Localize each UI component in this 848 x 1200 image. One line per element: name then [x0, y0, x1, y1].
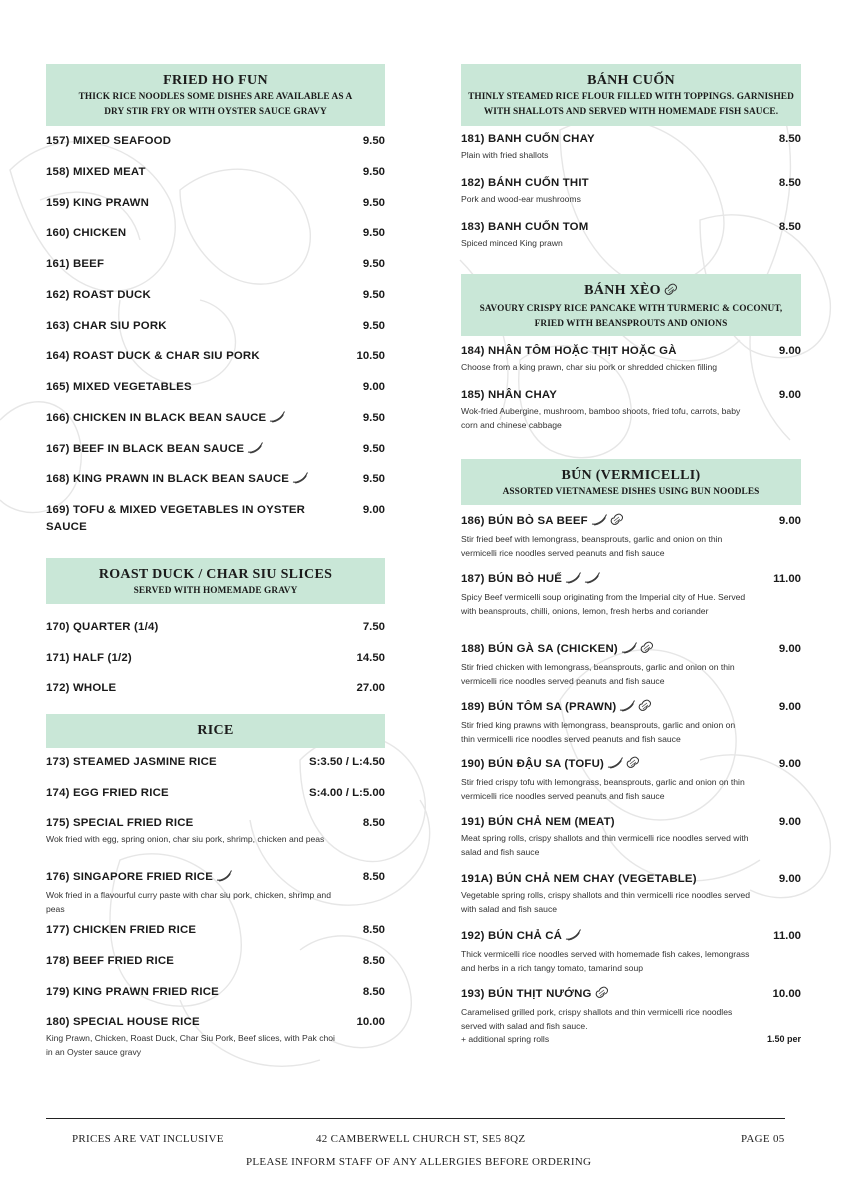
section-subtitle: THICK RICE NOODLES SOME DISHES ARE AVAILABLE AS A [78, 92, 353, 102]
footer-divider [46, 1118, 785, 1119]
section-title: BÁNH XÈO [584, 283, 661, 298]
item-price: 9.50 [362, 412, 385, 424]
menu-item [46, 318, 385, 335]
chili-icon [584, 572, 600, 590]
item-price: 10.50 [356, 350, 385, 362]
menu-item [46, 133, 385, 150]
item-name: 167) BEEF IN BLACK BEAN SAUCE [46, 443, 245, 455]
peanut-icon [664, 283, 678, 301]
item-price: 9.50 [362, 135, 385, 147]
item-name: 184) NHÂN TÔM HOẶC THỊT HOẶC GÀ [461, 345, 677, 357]
chili-icon [621, 642, 637, 660]
chili-icon [591, 514, 607, 532]
item-price: 10.00 [772, 988, 801, 1000]
item-name: 185) NHÂN CHAY [461, 389, 558, 401]
item-price: 9.50 [362, 289, 385, 301]
item-description: Plain with fried shallots [461, 150, 549, 160]
menu-item [46, 922, 385, 939]
chili-icon [216, 870, 232, 888]
menu-item [46, 256, 385, 273]
item-price: 9.00 [362, 381, 385, 393]
item-name: 173) STEAMED JASMINE RICE [46, 756, 217, 768]
item-price: 9.50 [362, 227, 385, 239]
menu-item [46, 984, 385, 1001]
section-header-banh-xeo [461, 274, 801, 336]
section-subtitle: WITH SHALLOTS AND SERVED WITH HOMEMADE FISH SAUCE. [483, 107, 779, 117]
section-title: BÁNH CUỐN [587, 73, 675, 88]
item-name: 176) SINGAPORE FRIED RICE [46, 871, 214, 883]
item-price: 9.00 [778, 345, 801, 357]
menu-item [46, 502, 385, 536]
section-subtitle: SAVOURY CRISPY RICE PANCAKE WITH TURMERIC & COCONUT, [479, 304, 783, 314]
item-price: 9.00 [778, 643, 801, 655]
item-name: 172) WHOLE [46, 682, 117, 694]
section-header-rice [46, 714, 385, 748]
menu-item [46, 619, 385, 636]
menu-item [46, 754, 385, 771]
menu-item [461, 814, 801, 859]
item-price: 8.50 [362, 924, 385, 936]
item-price: 9.50 [362, 320, 385, 332]
item-price: 9.00 [778, 816, 801, 828]
item-price: 14.50 [356, 652, 385, 664]
item-price: 9.50 [362, 166, 385, 178]
item-price: 9.00 [778, 515, 801, 527]
item-name: 158) MIXED MEAT [46, 166, 146, 178]
item-price: 8.50 [778, 221, 801, 233]
item-price: 8.50 [362, 871, 385, 883]
item-description: Spicy Beef vermicelli soup originating from the Imperial city of Hue. Served with beansprouts, chilli, onions, lemon, fresh herbs and coriander [461, 592, 746, 616]
page-number: PAGE 05 [741, 1133, 785, 1145]
section-header-banh-cuon [461, 64, 801, 126]
menu-item [46, 471, 385, 490]
item-name: 192) BÚN CHẢ CÁ [461, 930, 563, 942]
menu-item [461, 387, 801, 432]
item-description: Meat spring rolls, crispy shallots and thin vermicelli rice noodles served with salad and fish sauce [461, 833, 749, 857]
menu-item [461, 641, 801, 688]
item-name: 174) EGG FRIED RICE [46, 787, 169, 799]
peanut-icon [610, 513, 624, 532]
item-price: 9.00 [778, 701, 801, 713]
menu-item [46, 650, 385, 667]
item-name: 170) QUARTER (1/4) [46, 621, 159, 633]
item-price: 11.00 [773, 930, 801, 942]
item-description: Spiced minced King prawn [461, 238, 563, 248]
item-name: 159) KING PRAWN [46, 197, 150, 209]
restaurant-address: 42 CAMBERWELL CHURCH ST, SE5 8QZ [316, 1133, 526, 1145]
chili-icon [565, 929, 581, 947]
menu-item [461, 131, 801, 163]
chili-icon [292, 472, 308, 490]
peanut-icon [640, 641, 654, 660]
item-price: 8.50 [362, 817, 385, 829]
item-description: Choose from a king prawn, char siu pork or shredded chicken filling [461, 362, 718, 372]
menu-item [46, 785, 385, 802]
item-name: 180) SPECIAL HOUSE RICE [46, 1016, 200, 1028]
item-name: 162) ROAST DUCK [46, 289, 151, 301]
item-name: 190) BÚN ĐẬU SA (TOFU) [461, 758, 604, 770]
section-title: RICE [197, 723, 234, 738]
item-description: Stir fried chicken with lemongrass, beansprouts, garlic and onion on thin vermicelli rice noodles served peanuts and fish sauce [461, 662, 735, 686]
item-name: 160) CHICKEN [46, 227, 127, 239]
item-price: 9.50 [362, 197, 385, 209]
item-price: 8.50 [362, 955, 385, 967]
peanut-icon [595, 986, 609, 1005]
item-price: 9.50 [362, 258, 385, 270]
menu-item [461, 928, 801, 975]
item-description: Wok fried with egg, spring onion, char siu pork, shrimp, chicken and peas [46, 834, 325, 844]
menu-item [461, 756, 801, 803]
section-header-fried-ho-fun [46, 64, 385, 126]
item-name: 181) BANH CUỐN CHAY [461, 133, 595, 145]
item-description: Thick vermicelli rice noodles served with homemade fish cakes, lemongrass and herbs in a rich tangy tomato, tamarind soup [461, 949, 750, 973]
section-title: FRIED HO FUN [163, 73, 268, 88]
chili-icon [247, 442, 263, 460]
item-description: Wok fried in a flavourful curry paste with char siu pork, chicken, shrimp and peas [46, 890, 331, 914]
section-subtitle: THINLY STEAMED RICE FLOUR FILLED WITH TOPPINGS. GARNISHED [468, 92, 794, 102]
section-header-bun [461, 459, 801, 505]
menu-item [46, 287, 385, 304]
section-title: BÚN (VERMICELLI) [561, 468, 701, 483]
item-name: 186) BÚN BÒ SA BEEF [461, 515, 588, 527]
item-name: 193) BÚN THỊT NƯỚNG [461, 988, 592, 1000]
chili-icon [269, 411, 285, 429]
menu-item [461, 699, 801, 746]
item-name: 183) BANH CUỐN TOM [461, 221, 589, 233]
item-price: 8.50 [778, 177, 801, 189]
vat-note: PRICES ARE VAT INCLUSIVE [72, 1133, 224, 1145]
menu-item [461, 513, 801, 560]
menu-item [46, 348, 385, 365]
item-price: S:4.00 / L:5.00 [309, 787, 385, 799]
item-name: 179) KING PRAWN FRIED RICE [46, 986, 219, 998]
item-price: S:3.50 / L:4.50 [309, 756, 385, 768]
menu-item [46, 225, 385, 242]
section-subtitle: SERVED WITH HOMEMADE GRAVY [133, 586, 298, 596]
section-header-roast-duck [46, 558, 385, 604]
item-price: 8.50 [362, 986, 385, 998]
item-price: 9.00 [778, 758, 801, 770]
allergy-note: PLEASE INFORM STAFF OF ANY ALLERGIES BEFORE ORDERING [246, 1156, 592, 1168]
item-price: 9.00 [362, 504, 385, 516]
menu-item [461, 343, 801, 375]
item-extra: + additional spring rolls [461, 1034, 550, 1044]
item-name: 188) BÚN GÀ SA (CHICKEN) [461, 643, 618, 655]
menu-item [46, 815, 385, 847]
chili-icon [619, 700, 635, 718]
item-price: 7.50 [362, 621, 385, 633]
item-price: 9.50 [362, 473, 385, 485]
menu-item [46, 195, 385, 212]
item-price: 27.00 [356, 682, 385, 694]
item-name: 191) BÚN CHẢ NEM (MEAT) [461, 816, 615, 828]
item-description: Pork and wood-ear mushrooms [461, 194, 581, 204]
menu-item [46, 379, 385, 396]
item-price: 9.00 [778, 873, 801, 885]
item-description: Vegetable spring rolls, crispy shallots and thin vermicelli rice noodles served with salad and fish sauce [461, 890, 750, 914]
item-description: Caramelised grilled pork, crispy shallots and thin vermicelli rice noodles served with salad and fish sauce. [461, 1007, 733, 1031]
item-name: 175) SPECIAL FRIED RICE [46, 817, 194, 829]
peanut-icon [638, 699, 652, 718]
item-description: Wok-fried Aubergine, mushroom, bamboo shoots, fried tofu, carrots, baby corn and chinese cabbage [461, 406, 741, 430]
item-price: 9.50 [362, 443, 385, 455]
item-name: 165) MIXED VEGETABLES [46, 381, 192, 393]
menu-item [461, 571, 801, 618]
item-name: 169) TOFU & MIXED VEGETABLES IN OYSTER SAUCE [46, 504, 306, 533]
item-name: 182) BÁNH CUỐN THIT [461, 177, 589, 189]
section-subtitle: FRIED WITH BEANSPROUTS AND ONIONS [534, 319, 728, 329]
menu-item [46, 410, 385, 429]
item-description: Stir fried beef with lemongrass, beansprouts, garlic and onion on thin vermicelli rice noodles served peanuts and fish sauce [461, 534, 723, 558]
menu-item [46, 869, 385, 916]
item-extra-price: 1.50 per [766, 1034, 801, 1044]
item-name: 189) BÚN TÔM SA (PRAWN) [461, 701, 617, 713]
menu-item [46, 164, 385, 181]
item-name: 171) HALF (1/2) [46, 652, 132, 664]
menu-item [461, 986, 801, 1047]
menu-item [46, 680, 385, 697]
item-name: 164) ROAST DUCK & CHAR SIU PORK [46, 350, 260, 362]
item-name: 163) CHAR SIU PORK [46, 320, 167, 332]
item-name: 168) KING PRAWN IN BLACK BEAN SAUCE [46, 473, 290, 485]
menu-item [46, 1014, 385, 1059]
menu-item [46, 953, 385, 970]
item-description: Stir fried crispy tofu with lemongrass, beansprouts, garlic and onion on thin vermicelli rice noodles served peanuts and fish sauce [461, 777, 745, 801]
item-name: 178) BEEF FRIED RICE [46, 955, 175, 967]
chili-icon [565, 572, 581, 590]
item-name: 166) CHICKEN IN BLACK BEAN SAUCE [46, 412, 267, 424]
item-name: 187) BÚN BÒ HUẾ [461, 573, 563, 585]
item-description: King Prawn, Chicken, Roast Duck, Char Siu Pork, Beef slices, with Pak choi in an Oyster sauce gravy [46, 1033, 335, 1057]
item-name: 177) CHICKEN FRIED RICE [46, 924, 197, 936]
item-name: 157) MIXED SEAFOOD [46, 135, 172, 147]
menu-item [46, 441, 385, 460]
menu-item [461, 871, 801, 916]
peanut-icon [626, 756, 640, 775]
item-description: Stir fried king prawns with lemongrass, beansprouts, garlic and onion on thin vermicelli rice noodles served peanuts and fish sauce [461, 720, 736, 744]
item-price: 10.00 [356, 1016, 385, 1028]
item-price: 9.00 [778, 389, 801, 401]
item-name: 191A) BÚN CHẢ NEM CHAY (VEGETABLE) [461, 873, 697, 885]
item-name: 161) BEEF [46, 258, 105, 270]
menu-item [461, 175, 801, 207]
item-price: 11.00 [773, 573, 801, 585]
menu-item [461, 219, 801, 251]
section-subtitle: DRY STIR FRY OR WITH OYSTER SAUCE GRAVY [104, 107, 327, 117]
section-subtitle: ASSORTED VIETNAMESE DISHES USING BUN NOODLES [502, 487, 760, 497]
section-title: ROAST DUCK / CHAR SIU SLICES [98, 567, 333, 582]
chili-icon [607, 757, 623, 775]
item-price: 8.50 [778, 133, 801, 145]
